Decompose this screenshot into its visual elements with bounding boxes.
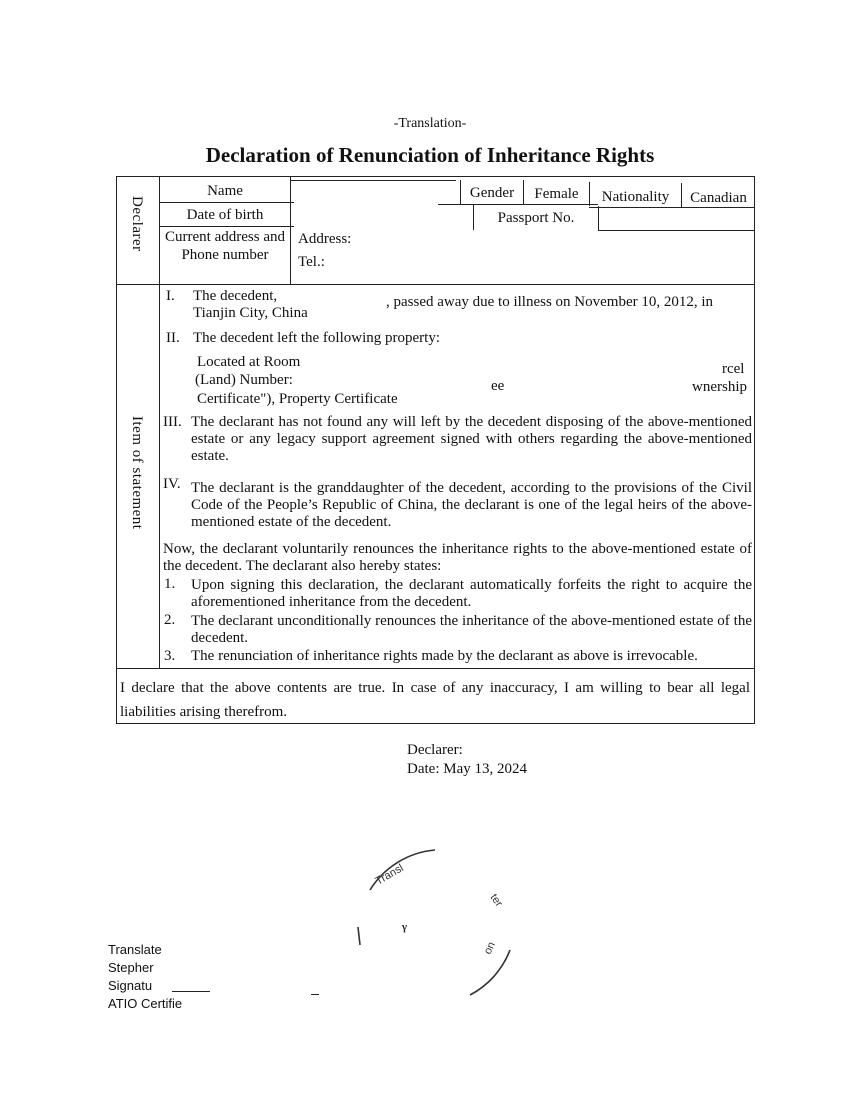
translator-line4: ATIO Certifie: [108, 996, 183, 1011]
property-line1-a: Located at Room: [197, 354, 301, 370]
declarer-signoff: Declarer:: [407, 742, 463, 758]
property-line2-c: wnership: [692, 379, 747, 395]
name-top-rule: [291, 180, 456, 181]
declaration-text: I declare that the above contents are true. In case of any inaccuracy, I am willing to bear all legal liabilities arising therefrom.: [120, 680, 750, 720]
item-number: II.: [166, 330, 180, 346]
item-text-b: , passed away due to illness on November 10, 2012, in: [386, 294, 714, 310]
item-text-c: Tianjin City, China: [193, 305, 308, 321]
section-rule-statement: [116, 284, 755, 285]
passport-label: Passport No.: [497, 210, 575, 226]
property-line2-b: ee: [491, 378, 505, 394]
row-rule-dob: [159, 226, 294, 227]
item-text: The declarant has not found any will left by the decedent disposing of the above-mentioned estate or any legacy support agreement signed with others regarding the above-mentioned estate.: [191, 414, 752, 464]
translator-line3: Signatu: [108, 978, 153, 993]
stamp-center-mark: ᵞ: [402, 919, 408, 939]
now-paragraph: Now, the declarant voluntarily renounces the inheritance rights to the above-mentioned estate of the decedent. The declarant also hereby states:: [163, 541, 752, 574]
certificate-dash: [311, 994, 319, 995]
gender-value: Female: [534, 186, 579, 202]
row-rule-gender: [438, 204, 598, 205]
passport-divider-right: [598, 206, 599, 230]
item-number: I.: [166, 288, 175, 304]
state-number: 3.: [164, 648, 176, 664]
row-rule-passport: [598, 230, 755, 231]
nationality-value: Canadian: [690, 190, 747, 206]
translator-line2: Stepher: [108, 960, 154, 975]
signature-underline: [172, 991, 210, 992]
stamp-text-a: Transl: [373, 862, 406, 888]
translation-caption: -Translation-: [393, 116, 467, 131]
state-text: The declarant unconditionally renounces the inheritance of the above-mentioned estate of the decedent.: [191, 613, 752, 646]
stamp-text-b: ter: [487, 891, 505, 910]
item-number: IV.: [163, 476, 181, 492]
label-column-divider: [290, 176, 291, 284]
item-text: The declarant is the granddaughter of the decedent, according to the provisions of the Civil Code of the People’s Republic of China, the declarant is one of the legal heirs of the above-mentioned estate of the decedent.: [191, 480, 752, 530]
address-prefix: Address:: [298, 231, 352, 247]
row-rule-nationality: [589, 207, 755, 208]
stamp-mark: [358, 927, 360, 945]
state-number: 1.: [164, 576, 176, 592]
stamp-text-c: on: [481, 940, 498, 957]
property-line1-b: rcel: [722, 361, 745, 377]
item-number: III.: [163, 414, 182, 430]
nationality-label: Nationality: [601, 189, 670, 205]
translator-line1: Translate: [108, 942, 162, 957]
translator-stamp: [340, 835, 540, 1005]
state-text: The renunciation of inheritance rights made by the declarant as above is irrevocable.: [191, 648, 698, 664]
property-line2-a: (Land) Number:: [195, 372, 293, 388]
statement-side-label: Item of statement: [129, 416, 145, 530]
address-label: Current address and Phone number: [165, 229, 285, 263]
section-rule-declaration: [116, 668, 755, 669]
stamp-arc-bottom: [470, 950, 510, 995]
state-number: 2.: [164, 612, 176, 628]
item-text: The decedent left the following property:: [193, 330, 440, 346]
document-title: Declaration of Renunciation of Inheritance Rights: [205, 143, 655, 167]
declarer-side-label: Declarer: [129, 196, 145, 252]
state-text: Upon signing this declaration, the declarant automatically forfeits the right to acquire the aforementioned inheritance from the decedent.: [191, 577, 752, 610]
tel-prefix: Tel.:: [298, 254, 325, 270]
property-line3: Certificate"), Property Certificate: [197, 391, 398, 407]
signoff-date: Date: May 13, 2024: [407, 761, 527, 777]
name-label: Name: [207, 183, 243, 199]
item-text-a: The decedent,: [193, 288, 278, 304]
dob-label: Date of birth: [186, 207, 264, 223]
gender-label: Gender: [469, 185, 515, 201]
row-rule-name: [159, 202, 294, 203]
